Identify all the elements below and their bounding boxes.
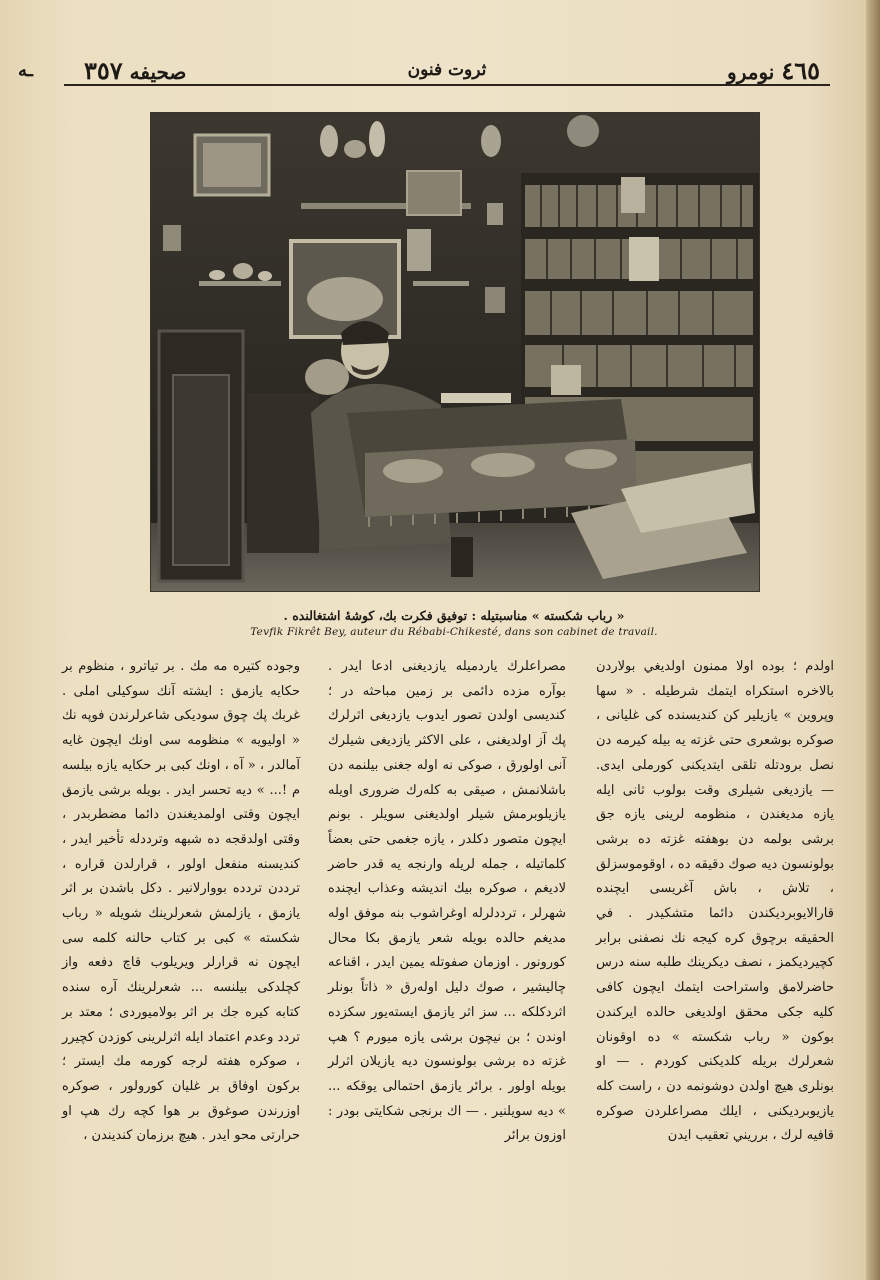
page-number: ٣٥٧ (84, 56, 123, 85)
study-photograph (150, 112, 760, 592)
running-header (62, 54, 832, 88)
caption-french: Tevfik Fikrêt Bey, auteur du Rébabi-Chikesté, dans son cabinet de travail. (250, 626, 658, 638)
page-label (84, 56, 186, 85)
text-column-left (62, 655, 300, 1215)
issue-word: نومرو (727, 60, 775, 84)
text-column-middle (328, 655, 566, 1215)
page-word: صحيفه (129, 60, 187, 84)
column-right-text: اولدم ؛ بوده اولا ممنون اولديغي بولاردن بالاخره استكراه ايتمك شرطيله . « سها وپروين » يازيلير كن كنديسنده كى غليانى ، صوكره بوشعرى حتى غزته يه بيله كيرمه دن نصل برودتله تلقى ايتديكنى كورملى ايدى. — يازديغى شيلرى وقت بولوب ثانى ايله يازه مديغندن ، منظومه لرينى يازه جق برشى بولمه دن بوهفته غزته ده برشى بولونسون ديه صوك دقيقه ده ، اوقوموسزلق ، تلاش ، باش آغريسى ايچنده قارالايوبرديكندن دائما متشكيدر . في الحقيقه برچوق كره كيجه نك نصفنى برابر كچيرديكمز ، نصف ديكرينك طلبه سنه درس حاضرلامق واستراحت ايتمك ايچون كافى كليه جكى محقق اولديغى حالده ايركندن بوكون « رباب شكسته » ده اوقونان شعرلرك بريله كلديكنى كوردم . — او بونلرى هيچ اولدن دوشونمه دن ، راست كله يازيوبرديكنى ، ايلك مصراعلردن صوكره قافيه لرك ، برريني تعقيب ايدن (596, 659, 834, 1144)
corner-mark: ـﻪ (18, 60, 33, 81)
text-column-right (596, 655, 834, 1215)
journal-title: ثروت فنون (407, 60, 487, 80)
issue-number: ٤٦٥ (781, 56, 820, 85)
book-spine-shadow (866, 0, 880, 1280)
photo-illustration (151, 113, 759, 591)
column-middle-text: مصراعلرك ياردميله يازديغنى ادعا ايدر . بوآره مزده دائمى بر زمين مباحثه در ؛ كنديسى اولدن تصور ايدوب يازديغى اثرلرك پك آز اولديغنى ، على الاكثر يازديغى شيلرك آنى اولورق ، صوكى نه اوله جغنى بيلنمه دن باشلانمش ، صيقى به كلەرك ضرورى اويله يازيلوبرمش شيلر اولديغنى سويلر . بونم ايچون متصور دكلدر ، يازه جغمى حتى بعضاً كلماتيله ، جمله لريله وارنجه يه قدر حاضر لاديغم ، صوكره بيك انديشه وعذاب ايچنده شهرلر ، ترددلرله اوغراشوب بنه موفق اوله مديغم حالده بويله شعر يازمق بكا محال كورونور . اوزمان صفوتله يمين ايدر ، اقناعه چاليشير ، صوك دليل اولەرق « ذاتاً بونلر اثردكلكه ... سز اثر يازمق ايستەيور سكزده اوندن ؛ بن نيچون برشى يازه ميورم ؟ هپ غزته ده برشى بولونسون ديه يازيلان اثرلر بويله اولور . برائر يازمق احتمالى يوقكه ... » ديه سويلنير . — اك برنجى شكايتى بودر : اوزون برائر (328, 659, 566, 1144)
caption-ottoman: « رباب شكسته » مناسبتيله : توفيق فكرت بك، كوشهٔ اشتغالنده . (283, 608, 625, 623)
header-rule (64, 84, 830, 86)
column-left-text: وجوده كتيره مه مك . بر تياترو ، منظوم بر حكايه يازمق : ايشته آنك سوكيلى املى . غربك پك چوق سوديكى شاعرلرندن فوپه نك « اوليويه » منظومه سى اونك ايچون غايه آمالدر ، « آه ، اونك كبى بر حكايه يازه بيلسه م !... » ديه تحسر ايدر . بويله برشى يازمق ايچون وقتى اولمديغندن دائما مضطربدر ، وقتى اولدقجه ده شبهه وترددله تأخير ايدر ، كنديسنه منفعل اولور ، قرارلدن قراره ، ترددن تردده بووارلانير . دكل باشدن بر اثر يازمق ، يازلمش شعرلرينك شويله « رباب شكسته » كبى بر كتاب حالنه كلمه سى ايچون نه قرارلر ويريلوب قاچ دفعه واز كچلدكى بيلنسه ... شعرلرينك آره سنده كتابه كيره جك بر اثر بولاميوردى ؛ معتد بر تردد وعدم اعتماد ايله اثرلرينى كوزدن كچيرر ، صوكره هفته لرجه كورمه مك ايستر ؛ بركون اوفاق بر غليان كورولور ، صوكره اوزرندن صوغوق بر هوا كچه رك هپ او حرارتى محو ايدر . هيچ برزمان كنديندن ، (62, 659, 300, 1144)
